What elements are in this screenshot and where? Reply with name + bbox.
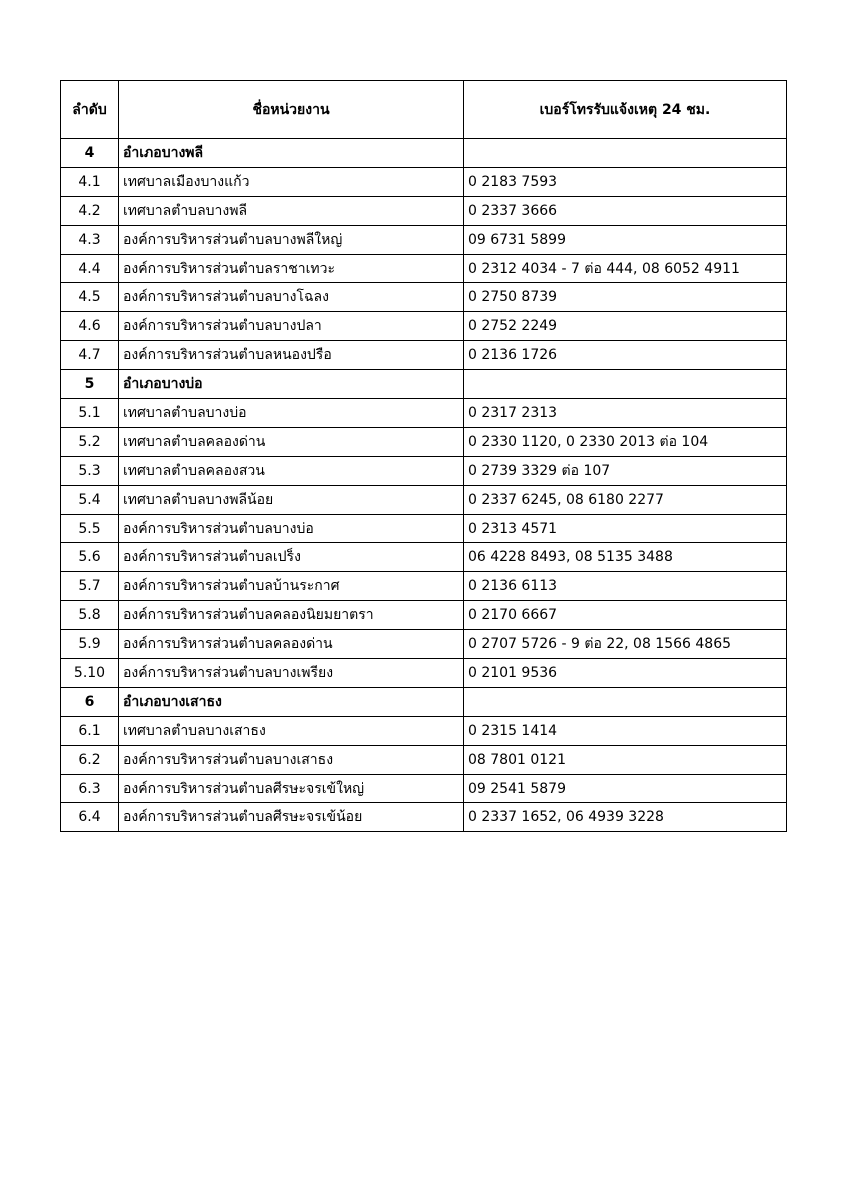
table-row	[61, 601, 787, 630]
phone-number-cell	[464, 370, 787, 399]
phone-number-cell: 08 7801 0121	[464, 745, 787, 774]
agency-name-cell: องค์การบริหารส่วนตำบลศีรษะจรเข้ใหญ่	[119, 774, 464, 803]
agency-name-cell: อำเภอบางพลี	[119, 139, 464, 168]
phone-number-cell: 0 2750 8739	[464, 283, 787, 312]
table-header-row	[61, 81, 787, 139]
table-row	[61, 456, 787, 485]
row-number-cell: 5.6	[61, 543, 119, 572]
row-number-cell: 6.1	[61, 716, 119, 745]
agency-name-cell: องค์การบริหารส่วนตำบลบ้านระกาศ	[119, 572, 464, 601]
phone-number-cell: 0 2313 4571	[464, 514, 787, 543]
header-order-number: ลำดับ	[61, 81, 119, 139]
document-page	[60, 80, 787, 832]
row-number-cell: 4.2	[61, 196, 119, 225]
agency-name-cell: เทศบาลเมืองบางแก้ว	[119, 167, 464, 196]
agency-name-cell: องค์การบริหารส่วนตำบลบางพลีใหญ่	[119, 225, 464, 254]
phone-number-cell	[464, 139, 787, 168]
agency-name-cell: องค์การบริหารส่วนตำบลบางบ่อ	[119, 514, 464, 543]
row-number-cell: 6.2	[61, 745, 119, 774]
phone-number-cell: 06 4228 8493, 08 5135 3488	[464, 543, 787, 572]
table-row	[61, 543, 787, 572]
agency-name-cell: องค์การบริหารส่วนตำบลศีรษะจรเข้น้อย	[119, 803, 464, 832]
table-row	[61, 196, 787, 225]
agency-name-cell: อำเภอบางเสาธง	[119, 687, 464, 716]
agency-name-cell: องค์การบริหารส่วนตำบลหนองปรือ	[119, 341, 464, 370]
table-row	[61, 630, 787, 659]
table-row	[61, 225, 787, 254]
phone-number-cell: 0 2136 1726	[464, 341, 787, 370]
row-number-cell: 4.3	[61, 225, 119, 254]
row-number-cell: 6	[61, 687, 119, 716]
agency-name-cell: เทศบาลตำบลบางบ่อ	[119, 399, 464, 428]
agency-name-cell: เทศบาลตำบลคลองสวน	[119, 456, 464, 485]
table-row	[61, 427, 787, 456]
table-row	[61, 716, 787, 745]
row-number-cell: 5.10	[61, 659, 119, 688]
agency-name-cell: เทศบาลตำบลคลองด่าน	[119, 427, 464, 456]
agency-name-cell: องค์การบริหารส่วนตำบลบางเสาธง	[119, 745, 464, 774]
table-row	[61, 254, 787, 283]
row-number-cell: 5.4	[61, 485, 119, 514]
row-number-cell: 5.5	[61, 514, 119, 543]
agency-name-cell: องค์การบริหารส่วนตำบลบางโฉลง	[119, 283, 464, 312]
district-row	[61, 139, 787, 168]
table-row	[61, 745, 787, 774]
district-row	[61, 370, 787, 399]
phone-number-cell	[464, 687, 787, 716]
agency-name-cell: อำเภอบางบ่อ	[119, 370, 464, 399]
row-number-cell: 5.9	[61, 630, 119, 659]
agency-name-cell: องค์การบริหารส่วนตำบลราชาเทวะ	[119, 254, 464, 283]
row-number-cell: 5.8	[61, 601, 119, 630]
phone-number-cell: 09 6731 5899	[464, 225, 787, 254]
phone-number-cell: 0 2317 2313	[464, 399, 787, 428]
row-number-cell: 4.6	[61, 312, 119, 341]
phone-number-cell: 0 2707 5726 - 9 ต่อ 22, 08 1566 4865	[464, 630, 787, 659]
phone-number-cell: 0 2337 6245, 08 6180 2277	[464, 485, 787, 514]
phone-number-cell: 0 2136 6113	[464, 572, 787, 601]
table-row	[61, 774, 787, 803]
table-row	[61, 399, 787, 428]
agency-name-cell: องค์การบริหารส่วนตำบลเปร็ง	[119, 543, 464, 572]
table-row	[61, 572, 787, 601]
phone-number-cell: 0 2170 6667	[464, 601, 787, 630]
phone-number-cell: 0 2315 1414	[464, 716, 787, 745]
phone-number-cell: 0 2752 2249	[464, 312, 787, 341]
agency-name-cell: องค์การบริหารส่วนตำบลคลองนิยมยาตรา	[119, 601, 464, 630]
phone-number-cell: 0 2330 1120, 0 2330 2013 ต่อ 104	[464, 427, 787, 456]
table-row	[61, 514, 787, 543]
table-row	[61, 803, 787, 832]
header-agency-name: ชื่อหน่วยงาน	[119, 81, 464, 139]
phone-number-cell: 0 2183 7593	[464, 167, 787, 196]
agency-name-cell: องค์การบริหารส่วนตำบลบางเพรียง	[119, 659, 464, 688]
table-row	[61, 341, 787, 370]
phone-number-cell: 0 2337 3666	[464, 196, 787, 225]
phone-number-cell: 0 2312 4034 - 7 ต่อ 444, 08 6052 4911	[464, 254, 787, 283]
row-number-cell: 5	[61, 370, 119, 399]
table-row	[61, 485, 787, 514]
agency-name-cell: องค์การบริหารส่วนตำบลคลองด่าน	[119, 630, 464, 659]
header-emergency-phone: เบอร์โทรรับแจ้งเหตุ 24 ชม.	[464, 81, 787, 139]
table-row	[61, 167, 787, 196]
row-number-cell: 6.3	[61, 774, 119, 803]
row-number-cell: 4.4	[61, 254, 119, 283]
phone-number-cell: 0 2739 3329 ต่อ 107	[464, 456, 787, 485]
agency-name-cell: เทศบาลตำบลบางพลีน้อย	[119, 485, 464, 514]
row-number-cell: 5.7	[61, 572, 119, 601]
table-row	[61, 659, 787, 688]
table-row	[61, 283, 787, 312]
row-number-cell: 4.7	[61, 341, 119, 370]
row-number-cell: 5.3	[61, 456, 119, 485]
row-number-cell: 4	[61, 139, 119, 168]
table-body	[61, 139, 787, 832]
row-number-cell: 4.5	[61, 283, 119, 312]
agency-name-cell: เทศบาลตำบลบางเสาธง	[119, 716, 464, 745]
emergency-contacts-table	[60, 80, 787, 832]
row-number-cell: 5.1	[61, 399, 119, 428]
table-row	[61, 312, 787, 341]
district-row	[61, 687, 787, 716]
agency-name-cell: องค์การบริหารส่วนตำบลบางปลา	[119, 312, 464, 341]
row-number-cell: 6.4	[61, 803, 119, 832]
phone-number-cell: 0 2101 9536	[464, 659, 787, 688]
row-number-cell: 5.2	[61, 427, 119, 456]
agency-name-cell: เทศบาลตำบลบางพลี	[119, 196, 464, 225]
phone-number-cell: 0 2337 1652, 06 4939 3228	[464, 803, 787, 832]
phone-number-cell: 09 2541 5879	[464, 774, 787, 803]
row-number-cell: 4.1	[61, 167, 119, 196]
